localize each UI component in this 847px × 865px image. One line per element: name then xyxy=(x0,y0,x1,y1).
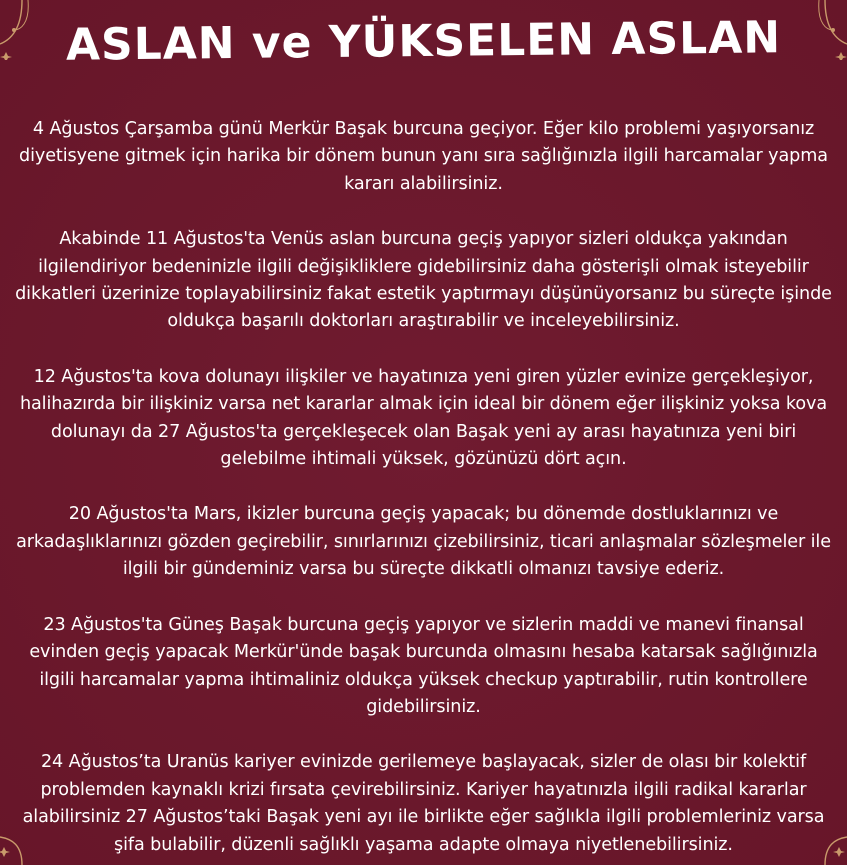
paragraph-mars-gemini: 20 Ağustos'ta Mars, ikizler burcuna geçiş yapacak; bu dönemde dostluklarınızı ve arkadaşlıklarınızı gözden geçirebilir, sınırlarınızı çizebilirsiniz, ticari anlaşmalar sözleşmeler ile ilgili bir gündeminiz varsa bu süreçte dikkatli olmanızı tavsiye ederiz. xyxy=(16,504,831,580)
paragraph-uranus-retrograde: 24 Ağustos’ta Uranüs kariyer evinizde gerilemeye başlayacak, sizler de olası bir kolektif problemden kaynaklı krizi fırsata çevirebilirsiniz. Kariyer hayatınızla ilgili radikal kararlar alabilirsiniz 27 Ağustos’taki Başak yeni ayı ile birlikte eğer sağlıkla ilgili problemleriniz varsa şifa bulabilir, düzenli sağlıklı yaşama adapte olmaya niyetlenebilirsiniz. xyxy=(22,752,825,855)
paragraph-venus-leo: Akabinde 11 Ağustos'ta Venüs aslan burcuna geçiş yapıyor sizleri oldukça yakından ilgilendiriyor bedeninizle ilgili değişikliklere gidebilirsiniz daha gösterişli olmak isteyebilir dikkatleri üzerinize toplayabilirsiniz fakat estetik yaptırmayı düşünüyorsanız bu süreçte işinde oldukça başarılı doktorları araştırabilir ve inceleyebilirsiniz. xyxy=(15,229,832,332)
page-title: ASLAN ve YÜKSELEN ASLAN xyxy=(65,12,782,71)
paragraph-sun-virgo: 23 Ağustos'ta Güneş Başak burcuna geçiş yapıyor ve sizlerin maddi ve manevi finansal evinden geçiş yapacak Merkür'ünde başak burcunda olmasını hesaba katarsak sağlığınızla ilgili harcamalar yapma ihtimaliniz oldukça yüksek checkup yaptırabilir, rutin kontrollere gidebilirsiniz. xyxy=(29,614,818,717)
paragraph-mercury-virgo: 4 Ağustos Çarşamba günü Merkür Başak burcuna geçiyor. Eğer kilo problemi yaşıyorsanız diyetisyene gitmek için harika bir dönem bunun yanı sıra sağlığınızla ilgili harcamalar yapma kararı alabilirsiniz. xyxy=(19,119,828,194)
article-body xyxy=(12,116,835,859)
paragraph-aquarius-full-moon: 12 Ağustos'ta kova dolunayı ilişkiler ve hayatınıza yeni giren yüzler evinize gerçekleşiyor, halihazırda bir ilişkiniz varsa net kararlar almak için ideal bir dönem eğer ilişkiniz yoksa kova dolunayı da 27 Ağustos'ta gerçekleşecek olan Başak yeni ay arası hayatınıza yeni biri gelebilme ihtimali yüksek, gözünüzü dört açın. xyxy=(19,366,828,470)
